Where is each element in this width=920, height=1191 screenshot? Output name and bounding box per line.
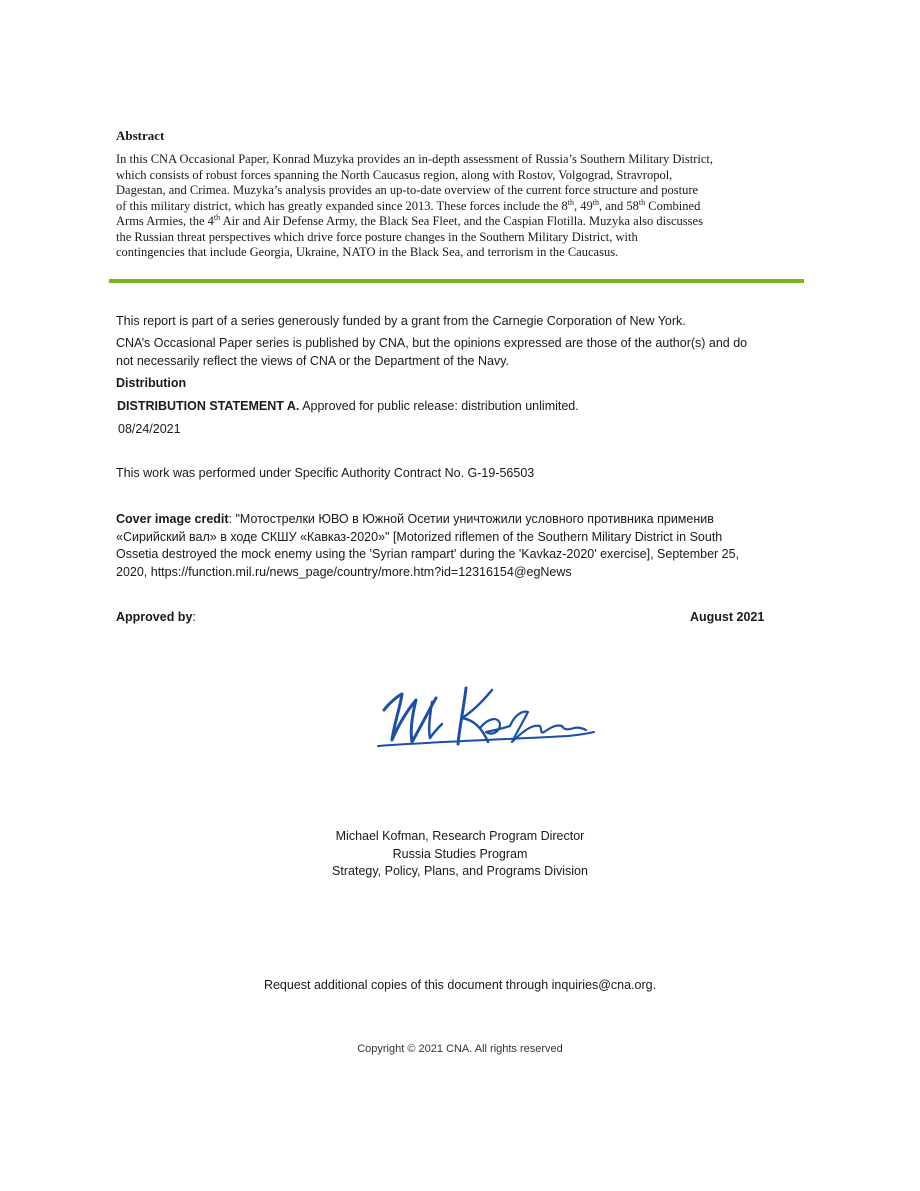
abstract-line-6: the Russian threat perspectives which drive force posture changes in the Southern Military District, with xyxy=(116,229,638,244)
approver-division: Strategy, Policy, Plans, and Programs Division xyxy=(332,864,588,878)
series-disclaimer xyxy=(116,335,806,370)
cover-credit-line-4: 2020, https://function.mil.ru/news_page/country/more.htm?id=12316154@egNews xyxy=(116,564,572,579)
section-divider xyxy=(109,279,804,283)
abstract-line-5-end: Air and Air Defense Army, the Black Sea Fleet, and the Caspian Flotilla. Muzyka also discusses xyxy=(220,214,703,228)
abstract-line-7: contingencies that include Georgia, Ukraine, NATO in the Black Sea, and terrorism in the Caucasus. xyxy=(116,245,619,259)
approver-program: Russia Studies Program xyxy=(392,846,528,861)
distribution-statement-text: Approved for public release: distribution unlimited. xyxy=(299,399,579,413)
approver-info xyxy=(0,828,920,881)
approved-by-colon: : xyxy=(192,610,196,624)
approved-by-label xyxy=(116,609,196,627)
abstract-body xyxy=(116,152,806,261)
series-disclaimer-line-2: not necessarily reflect the views of CNA or the Department of the Navy. xyxy=(116,353,509,368)
distribution-statement xyxy=(117,398,579,416)
ordinal-suffix: th xyxy=(567,197,574,207)
abstract-line-1: In this CNA Occasional Paper, Konrad Muzyka provides an in-depth assessment of Russia’s Southern Military District, xyxy=(116,152,713,166)
copyright-notice: Copyright © 2021 CNA. All rights reserved xyxy=(357,1043,563,1055)
approval-date: August 2021 xyxy=(690,610,765,624)
cover-credit-line-1-rest: : "Мотострелки ЮВО в Южной Осетии уничтожили условного противника применив xyxy=(228,512,714,526)
approved-by-text: Approved by xyxy=(116,610,193,624)
cover-credit-line-3: Ossetia destroyed the mock enemy using the 'Syrian rampart' during the 'Kavkaz-2020' exercise], September 25, xyxy=(116,547,740,561)
abstract-line-4-mid2: , and 58 xyxy=(598,198,639,213)
cover-image-credit xyxy=(116,511,806,581)
distribution-statement-label: DISTRIBUTION STATEMENT A. xyxy=(117,399,300,413)
funding-statement: This report is part of a series generously funded by a grant from the Carnegie Corporation of New York. xyxy=(116,314,686,328)
abstract-line-4-end: Combined xyxy=(645,198,701,213)
ordinal-suffix: th xyxy=(638,197,646,207)
ordinal-suffix: th xyxy=(592,197,599,207)
abstract-line-2: which consists of robust forces spanning the North Caucasus region, along with Rostov, Volgograd, Stravropol, xyxy=(116,167,673,182)
contract-statement: This work was performed under Specific Authority Contract No. G-19-56503 xyxy=(116,466,535,480)
abstract-line-5 xyxy=(116,214,806,230)
abstract-line-4-mid1: , 49 xyxy=(573,198,593,213)
abstract-line-5-start: Arms Armies, the 4 xyxy=(116,214,214,228)
cover-credit-line-1 xyxy=(116,511,806,529)
request-copies-note: Request additional copies of this document through inquiries@cna.org. xyxy=(263,978,657,992)
distribution-heading: Distribution xyxy=(116,376,187,390)
abstract-line-4 xyxy=(116,199,806,215)
cover-credit-label: Cover image credit xyxy=(116,512,229,526)
abstract-heading: Abstract xyxy=(116,128,165,143)
series-disclaimer-line-1: CNA’s Occasional Paper series is published by CNA, but the opinions expressed are those of the author(s) and do xyxy=(116,336,748,350)
report-date: 08/24/2021 xyxy=(118,422,181,436)
abstract-line-3: Dagestan, and Crimea. Muzyka’s analysis provides an up-to-date overview of the current force structure and posture xyxy=(116,183,699,197)
signature-image xyxy=(372,672,602,772)
cover-credit-line-2: «Сирийский вал» в ходе СКШУ «Кавказ-2020»" [Motorized riflemen of the Southern Military District in South xyxy=(116,529,723,544)
ordinal-suffix: th xyxy=(213,213,221,222)
abstract-line-4-start: of this military district, which has greatly expanded since 2013. These forces include the 8 xyxy=(116,198,568,213)
approver-name-title: Michael Kofman, Research Program Director xyxy=(335,829,585,843)
